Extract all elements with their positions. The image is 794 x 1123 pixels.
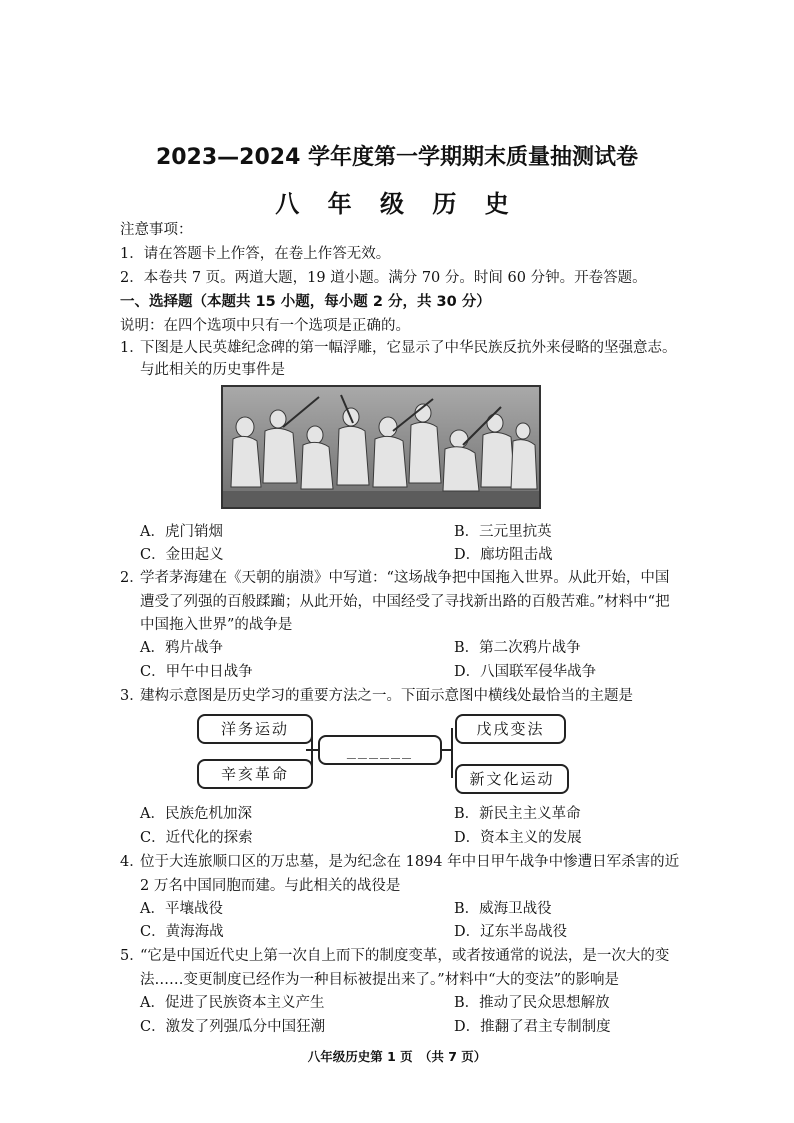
monument-relief-image: [221, 385, 541, 509]
q2-option-b: B．第二次鸦片战争: [454, 640, 581, 656]
question-3-line-1: 建构示意图是历史学习的重要方法之一。下面示意图中横线处最恰当的主题是: [140, 688, 633, 704]
question-4-line-1: 位于大连旅顺口区的万忠墓，是为纪念在 1894 年中日甲午战争中惨遭日军杀害的近: [140, 854, 680, 870]
question-1-number: 1．: [120, 340, 144, 356]
q2-option-d: D．八国联军侵华战争: [454, 664, 597, 680]
question-4-number: 4．: [120, 854, 144, 870]
diagram-box-xinwenhua: 新文化运动: [455, 764, 569, 794]
page-footer: 八年级历史第 1 页 （共 7 页）: [307, 1049, 487, 1064]
q1-option-a: A．虎门销烟: [140, 524, 223, 540]
q1-option-c: C．金田起义: [140, 547, 224, 563]
question-1-line-2: 与此相关的历史事件是: [140, 362, 285, 378]
q4-option-d: D．辽东半岛战役: [454, 924, 568, 940]
question-5-line-1: “它是中国近代史上第一次自上而下的制度变革，或者按通常的说法，是一次大的变: [140, 948, 670, 964]
diagram-box-yangwu: 洋务运动: [197, 714, 313, 744]
q3-option-c: C．近代化的探索: [140, 830, 253, 846]
q3-option-b: B．新民主主义革命: [454, 806, 581, 822]
notes-heading: 注意事项：: [120, 222, 193, 238]
question-5-line-2: 法……变更制度已经作为一种目标被提出来了。”材料中“大的变法”的影响是: [140, 972, 619, 988]
q4-option-a: A．平壤战役: [140, 901, 223, 917]
q5-option-c: C．激发了列强瓜分中国狂潮: [140, 1019, 326, 1035]
diagram-box-xinhai: 辛亥革命: [197, 759, 313, 789]
question-1-line-1: 下图是人民英雄纪念碑的第一幅浮雕，它显示了中华民族反抗外来侵略的坚强意志。: [140, 340, 677, 356]
q5-option-d: D．推翻了君主专制制度: [454, 1019, 611, 1035]
q1-option-b: B．三元里抗英: [454, 524, 552, 540]
q4-option-b: B．威海卫战役: [454, 901, 552, 917]
q1-option-d: D．廊坊阻击战: [454, 547, 553, 563]
question-2-line-1: 学者茅海建在《天朝的崩溃》中写道：“这场战争把中国拖入世界。从此开始，中国: [140, 570, 670, 586]
question-2-number: 2．: [120, 570, 144, 586]
q4-option-c: C．黄海海战: [140, 924, 224, 940]
section-heading: 一、选择题（本题共 15 小题，每小题 2 分，共 30 分）: [120, 294, 491, 310]
question-3-number: 3．: [120, 688, 144, 704]
q2-option-a: A．鸦片战争: [140, 640, 223, 656]
question-2-line-2: 遭受了列强的百般蹂躏；从此开始，中国经受了寻找新出路的百般苦难。”材料中“把: [140, 594, 670, 610]
exam-title: 2023—2024 学年度第一学期期末质量抽测试卷: [155, 145, 639, 170]
question-2-line-3: 中国拖入世界”的战争是: [140, 617, 293, 633]
note-item-2: 2．本卷共 7 页。两道大题，19 道小题。满分 70 分。时间 60 分钟。开卷答题。: [120, 270, 647, 286]
exam-subtitle: 八 年 级 历 史: [275, 190, 519, 218]
question-5-number: 5．: [120, 948, 144, 964]
diagram-center-blank: ______: [318, 735, 442, 765]
q2-option-c: C．甲午中日战争: [140, 664, 253, 680]
question-4-line-2: 2 万名中国同胞而建。与此相关的战役是: [140, 878, 401, 894]
q5-option-a: A．促进了民族资本主义产生: [140, 995, 325, 1011]
q3-option-d: D．资本主义的发展: [454, 830, 582, 846]
note-item-1: 1．请在答题卡上作答，在卷上作答无效。: [120, 246, 391, 262]
relief-illustration: [223, 387, 539, 507]
q5-option-b: B．推动了民众思想解放: [454, 995, 610, 1011]
section-instruction: 说明：在四个选项中只有一个选项是正确的。: [120, 318, 410, 334]
diagram-box-wuxu: 戊戌变法: [455, 714, 566, 744]
q3-option-a: A．民族危机加深: [140, 806, 252, 822]
